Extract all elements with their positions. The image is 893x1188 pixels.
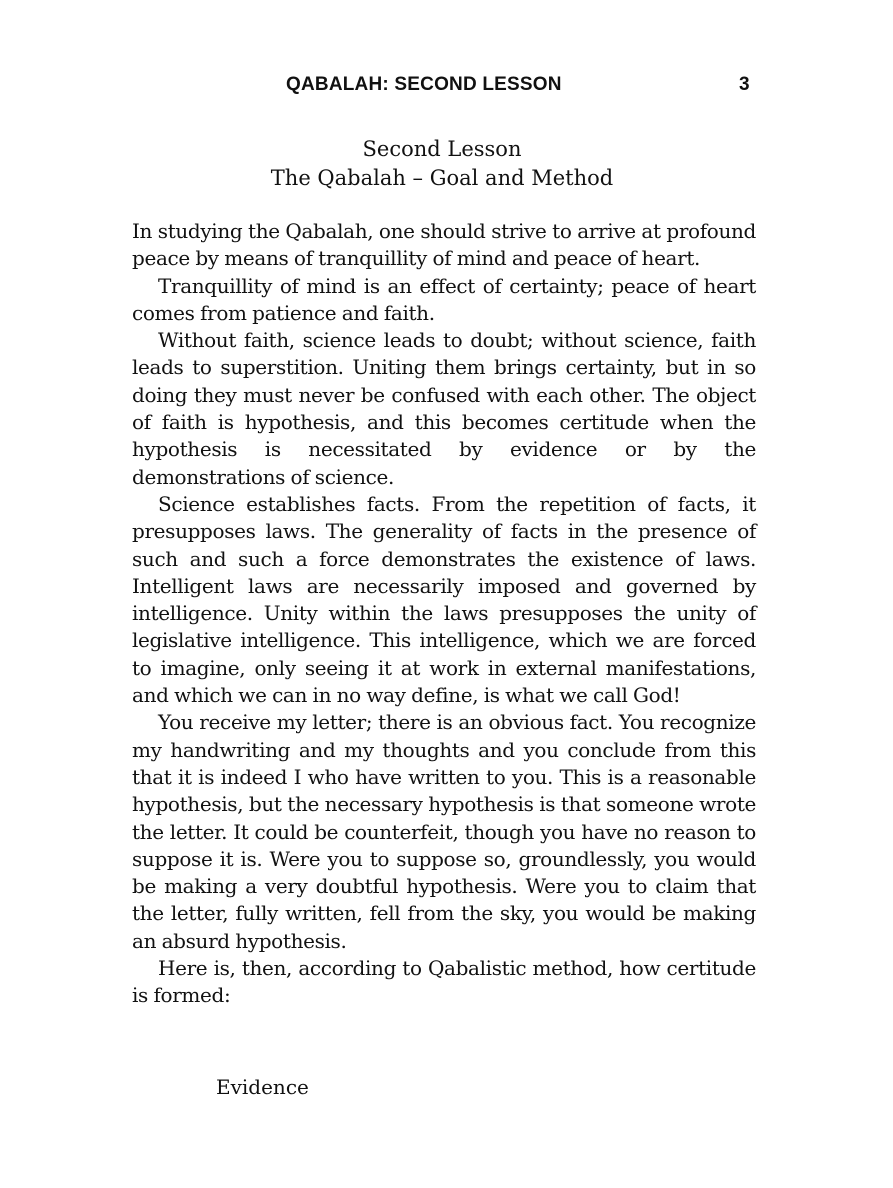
lesson-heading — [132, 135, 752, 193]
paragraph-letter-example: You receive my letter; there is an obvious fact. You recognize my handwriting and my thoughts and you conclude from this that it is indeed I who have written to you. This is a reasonable hypothesis, but the necessary hypothesis is that someone wrote the letter. It could be counterfeit, though you have no reason to suppose it is. Were you to suppose so, groundlessly, you would be making a very doubtful hypothesis. Were you to claim that the letter, fully written, fell from the sky, you would be making an absurd hypothesis. — [132, 710, 756, 953]
running-title: QABALAH: SECOND LESSON — [286, 74, 562, 95]
paragraph-tranquillity: Tranquillity of mind is an effect of certainty; peace of heart comes from patience and faith. — [132, 273, 756, 325]
paragraph-method: Here is, then, according to Qabalistic method, how certitude is formed: — [132, 956, 756, 1008]
list-item-evidence: Evidence — [216, 1075, 309, 1099]
body-text — [132, 218, 756, 1010]
paragraph-faith-science: Without faith, science leads to doubt; without science, faith leads to superstition. Uniting them brings certainty, but in so doing they must never be confused with each other. The object of faith is hypothesis, and this becomes certitude when the hypothesis is necessitated by evidence or by the demonstrations of science. — [132, 328, 756, 489]
paragraph-science-facts: Science establishes facts. From the repetition of facts, it presupposes laws. The generality of facts in the presence of such and such a force demonstrates the existence of laws. Intelligent laws are necessarily imposed and governed by intelligence. Unity within the laws presupposes the unity of legislative intelligence. This intelligence, which we are forced to imagine, only seeing it at work in external manifestations, and which we can in no way define, is what we call God! — [132, 491, 756, 708]
lesson-subtitle: The Qabalah – Goal and Method — [270, 166, 614, 190]
running-head — [0, 74, 893, 104]
page-number: 3 — [739, 74, 750, 95]
paragraph-intro: In studying the Qabalah, one should strive to arrive at profound peace by means of tranquillity of mind and peace of heart. — [132, 219, 756, 271]
lesson-title: Second Lesson — [362, 137, 522, 161]
